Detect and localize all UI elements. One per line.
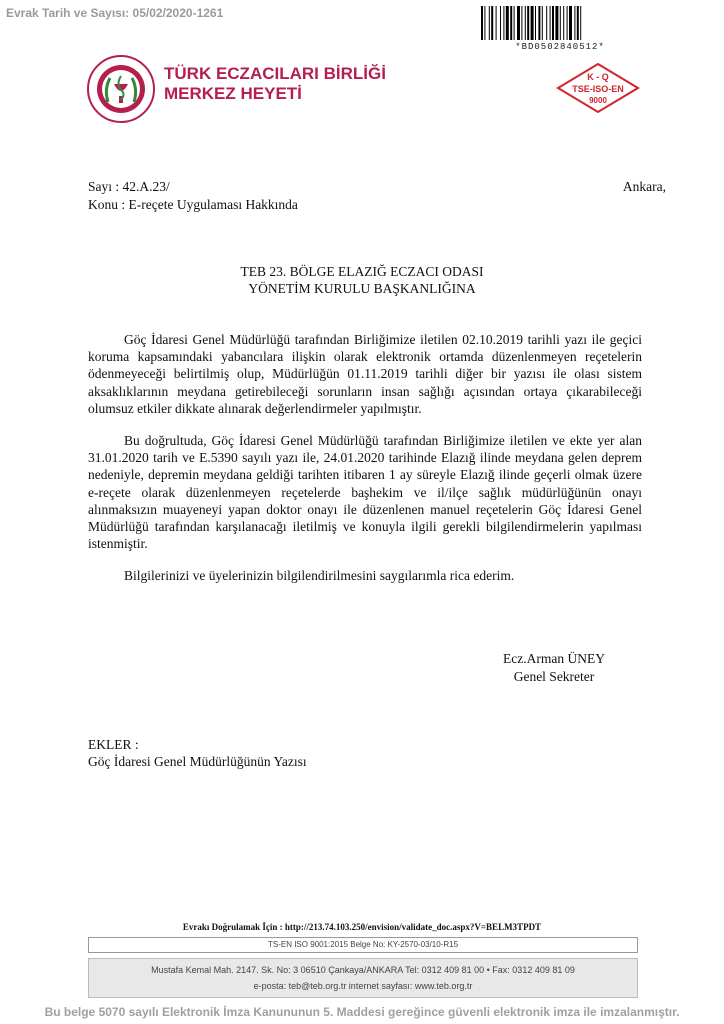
kq-line2: TSE-ISO-EN bbox=[572, 84, 624, 94]
signatory-name: Ecz.Arman ÜNEY bbox=[503, 651, 605, 666]
document-date-number: Evrak Tarih ve Sayısı: 05/02/2020-1261 bbox=[6, 6, 224, 20]
signatory-title: Genel Sekreter bbox=[513, 669, 595, 684]
addressee-line1: TEB 23. BÖLGE ELAZIĞ ECZACI ODASI bbox=[240, 264, 484, 279]
kq-line3: 9000 bbox=[589, 96, 607, 105]
body-paragraph-3: Bilgilerinizi ve üyelerinizin bilgilendirilmesini saygılarımla rica ederim. bbox=[124, 568, 515, 583]
org-name-line1: TÜRK ECZACILARI BİRLİĞİ bbox=[164, 64, 386, 83]
e-signature-note: Bu belge 5070 sayılı Elektronik İmza Kanununun 5. Maddesi gereğince güvenli elektronik imza ile imzalanmıştır. bbox=[44, 1005, 680, 1019]
attachment-item: Göç İdaresi Genel Müdürlüğünün Yazısı bbox=[88, 754, 307, 769]
barcode-image bbox=[480, 6, 640, 40]
teb-logo bbox=[86, 54, 156, 124]
signature-block bbox=[486, 650, 622, 686]
verification-link[interactable]: Evrakı Doğrulamak İçin : http://213.74.103.250/envision/validate_doc.aspx?V=BELM3TPDT bbox=[182, 922, 542, 932]
reference-number: Sayı : 42.A.23/ bbox=[88, 179, 170, 194]
addressee-line2: YÖNETİM KURULU BAŞKANLIĞINA bbox=[248, 281, 476, 296]
certification-line: TS-EN ISO 9001:2015 Belge No: KY-2570-03/10-R15 bbox=[88, 937, 638, 953]
address-line: Mustafa Kemal Mah. 2147. Sk. No: 3 06510 Çankaya/ANKARA Tel: 0312 409 81 00 • Fax: 0312 409 81 09 bbox=[151, 965, 575, 975]
barcode-text: *BD0502840512* bbox=[515, 42, 605, 52]
contact-line: e-posta: teb@teb.org.tr internet sayfası: www.teb.org.tr bbox=[253, 981, 473, 991]
body-paragraph-2: Bu doğrultuda, Göç İdaresi Genel Müdürlüğü tarafından Birliğimize iletilen ve ekte yer alan 31.01.2020 tarih ve E.5390 sayılı yazı ile, 24.01.2020 tarihinde Elazığ ilinde meydana gelen deprem nedeniyle, depremin meydana geldiği tarihten itibaren 1 ay süreyle Elazığ ilinde geçerli olmak üzere e-reçete olarak düzenlenmeyen reçetelerde başhekim ve il/ilçe sağlık müdürlüğünün onayı alınmaksızın muayeneyi yapan doktor onayı ile düzenlenen manuel reçetelerin Göç İdaresi Genel Müdürlüğü tarafından karşılanacağı iletilmiş ve konuyla ilgili gerekli bilgilendirmelerin yapılması istenmiştir. bbox=[88, 433, 642, 552]
address-box bbox=[88, 958, 638, 998]
city-date: Ankara, bbox=[622, 179, 666, 194]
subject-line: Konu : E-reçete Uygulaması Hakkında bbox=[88, 197, 298, 212]
kq-line1: K - Q bbox=[587, 72, 609, 82]
org-name-line2: MERKEZ HEYETİ bbox=[164, 84, 302, 103]
attachments bbox=[88, 736, 307, 770]
quality-mark-icon bbox=[556, 62, 640, 114]
body-paragraph-1: Göç İdaresi Genel Müdürlüğü tarafından Birliğimize iletilen 02.10.2019 tarihli yazı ile geçici koruma kapsamındaki yabancılara ilişkin olarak elektronik ortamda düzenlenmeyen reçetelerin ödenmeyeceği belirtilmiş olup, Müdürlüğün 01.11.2019 tarihli diğer bir yazısı ile olası sistem aksaklıklarının meydana getirebileceği sorunların insan sağlığı açısından ortaya çıkarabileceği olumsuz etkiler dikkate alınarak değerlendirmeler yapılmıştır. bbox=[88, 332, 642, 416]
attachments-label: EKLER : bbox=[88, 737, 139, 752]
organization-name bbox=[164, 64, 386, 104]
addressee bbox=[88, 263, 636, 297]
